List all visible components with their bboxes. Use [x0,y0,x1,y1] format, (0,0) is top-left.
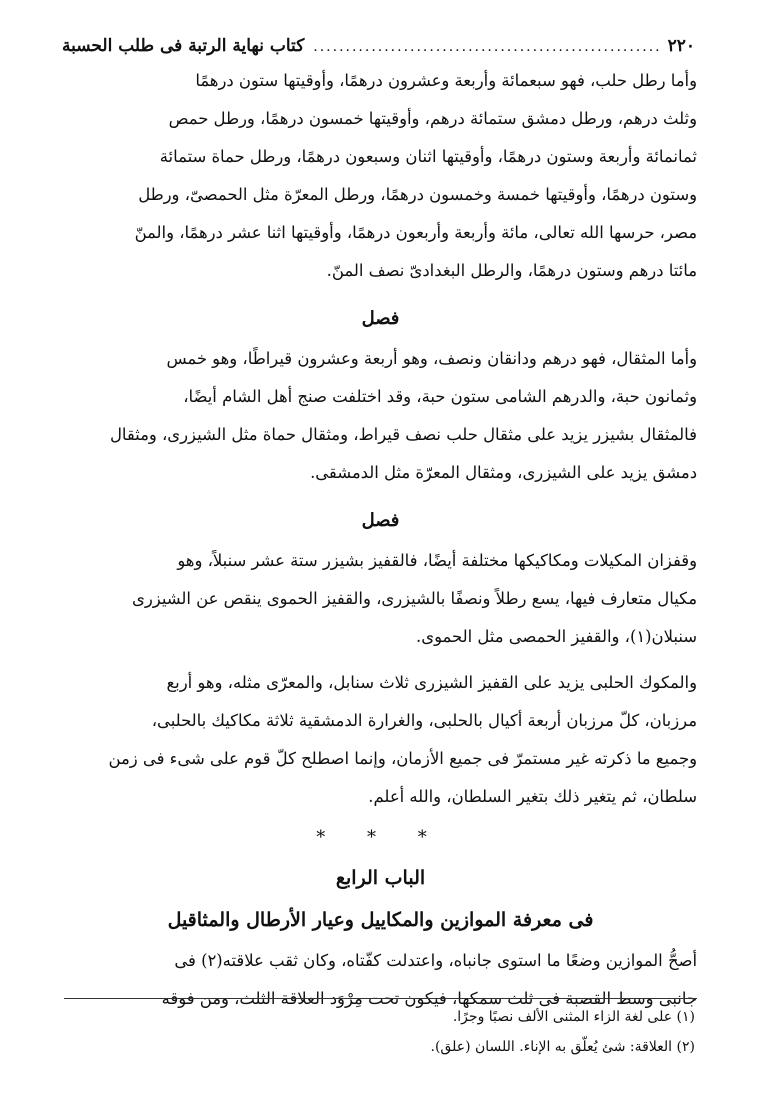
paragraph-gap [64,656,697,664]
text-line: وجميع ما ذكرته غير مستمرّ فى جميع الأزمان، وإنما اصطلح كلّ قوم على شىء فى زمن [108,749,697,768]
text-line: والمكوك الحلبى يزيد على القفيز الشيزرى ثلاث سنابل، والمعرّى مثله، وهو أربع [166,673,697,692]
paragraph-mithqal [64,340,697,492]
text-line: مكيال متعارف فيها، يسع رطلاً ونصفًا بالشيزرى، والقفيز الحموى ينقص عن الشيزرى [132,589,697,608]
page-number: ٢٢٠ [667,36,695,56]
header-leader-dots: ...................................................... [313,39,662,55]
section-divider-stars: * * * [316,827,445,848]
text-line: مصر، حرسها الله تعالى، مائة وأربعة وأربعون درهمًا، وأوقيتها اثنا عشر درهمًا، والمنّ [134,223,697,242]
footnote-separator [64,998,697,999]
footnote-2: (٢) العلاقة: شئ يُعلّق به الإناء. اللسان (علق). [430,1039,695,1055]
text-line: أصحُّ الموازين وضعًا ما استوى جانباه، واعتدلت كفّتاه، وكان ثقب علاقته(٢) فى [174,951,697,970]
text-line: وأما المثقال، فهو درهم ودانقان ونصف، وهو أربعة وعشرون قيراطًا، وهو خمس [166,349,697,368]
book-title: كتاب نهاية الرتبة فى طلب الحسبة [62,36,305,56]
text-line: دمشق يزيد على الشيزرى، ومثقال المعرّة مثل الدمشقى. [310,463,697,482]
text-line: جانبى وسط القصبة فى ثلث سمكها، فيكون تحت مِرْوَد العلاقة الثلث، ومن فوقه [161,989,697,1008]
chapter-subtitle: فى معرفة الموازين والمكاييل وعيار الأرطال والمثاقيل [167,909,594,931]
paragraph-rotl-weights [64,62,697,290]
text-line: وأما رطل حلب، فهو سبعمائة وأربعة وعشرون درهمًا، وأوقيتها ستون درهمًا [195,71,697,90]
section-heading-fasl: فصل [361,308,400,329]
text-line: وثلث درهم، ورطل دمشق ستمائة درهم، وأوقيتها خمسون درهمًا، ورطل حمص [168,109,697,128]
text-line: سنبلان(١)، والقفيز الحمصى مثل الحموى. [416,627,697,646]
page-body [64,62,697,1018]
text-line: مرزبان، كلّ مرزبان أربعة أكيال بالحلبى، والغرارة الدمشقية ثلاثة مكاكيك بالحلبى، [151,711,697,730]
text-line: فالمثقال بشيزر يزيد على مثقال حلب نصف قيراط، ومثقال حماة مثل الشيزرى، ومثقال [109,425,697,444]
paragraph-qafiz [64,542,697,656]
chapter-title: الباب الرابع [335,867,426,889]
text-line: وستون درهمًا، وأوقيتها خمسة وخمسون درهمًا، ورطل المعرّة مثل الحمصىّ، ورطل [138,185,697,204]
text-line: وثمانون حبة، والدرهم الشامى ستون حبة، وقد اختلفت صنج أهل الشام أيضًا، [183,387,697,406]
footnote-1: (١) على لغة الزاء المثنى الألف نصبًا وجرًا. [452,1009,695,1025]
text-line: ثمانمائة وأربعة وستون درهمًا، وأوقيتها اثنان وسبعون درهمًا، ورطل حماة ستمائة [159,147,697,166]
section-heading-fasl: فصل [361,510,400,531]
text-line: مائتا درهم وستون درهمًا، والرطل البغدادىّ نصف المنّ. [326,261,697,280]
running-header [62,26,695,56]
text-line: وقفزان المكيلات ومكاكيكها مختلفة أيضًا، فالقفيز بشيزر ستة عشر سنبلاً، وهو [177,551,697,570]
paragraph-makkuk [64,664,697,816]
text-line: سلطان، ثم يتغير ذلك بتغير السلطان، والله أعلم. [368,787,697,806]
